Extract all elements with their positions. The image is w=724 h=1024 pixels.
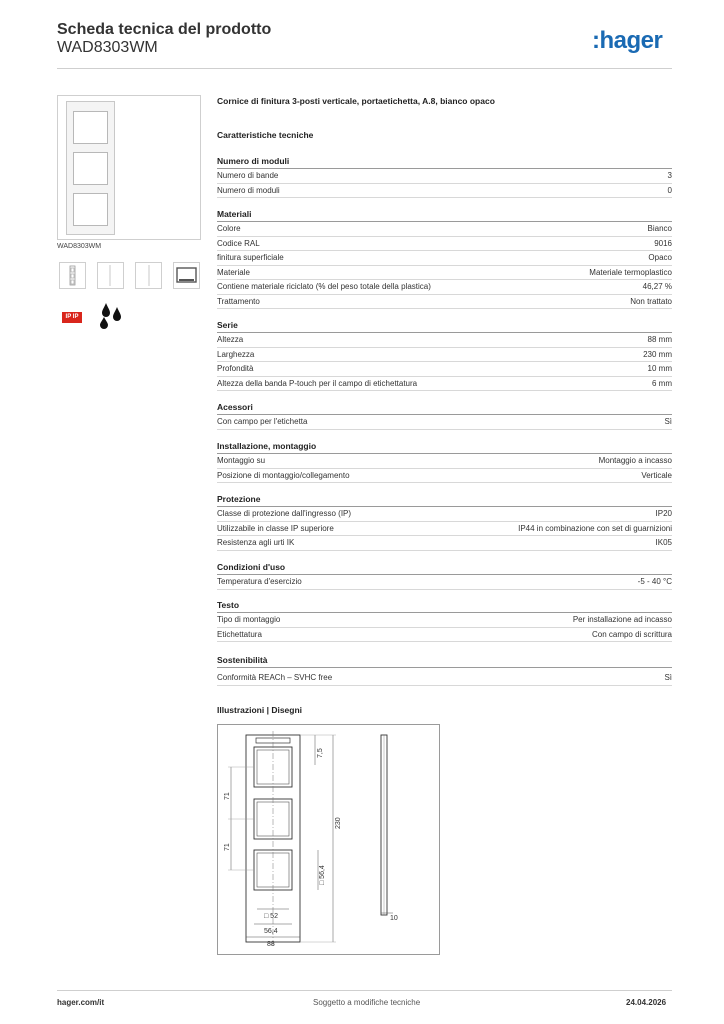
frame-window (73, 152, 108, 185)
footer-divider (57, 990, 672, 991)
spec-row (217, 362, 672, 377)
spec-row (217, 454, 672, 469)
spec-key: Colore (217, 224, 241, 233)
dim-label: 88 (267, 941, 275, 948)
section-title: Sostenibilità (217, 655, 672, 668)
spec-value: 10 mm (647, 364, 672, 373)
dim-label: □ 52 (264, 913, 278, 920)
spec-value: 3 (667, 171, 672, 180)
product-image (57, 95, 201, 240)
spec-key: Numero di moduli (217, 185, 280, 195)
header-divider (57, 68, 672, 69)
section-title: Installazione, montaggio (217, 441, 672, 454)
spec-row (217, 295, 672, 310)
spec-value: 9016 (654, 238, 672, 248)
section-title: Numero di moduli (217, 156, 672, 169)
spec-row (217, 415, 672, 430)
spec-key: Resistenza agli urti IK (217, 538, 295, 547)
spec-key: Numero di bande (217, 171, 279, 180)
dim-label: 10 (390, 915, 398, 922)
spec-row (217, 613, 672, 628)
section-title: Materiali (217, 209, 672, 222)
spec-value: Bianco (647, 224, 672, 233)
spec-key: Con campo per l'etichetta (217, 417, 308, 426)
spec-row (217, 333, 672, 348)
thumbnail-front-icon[interactable] (59, 262, 86, 289)
spec-value: Opaco (648, 253, 672, 262)
spec-row (217, 237, 672, 252)
section-title: Testo (217, 600, 672, 613)
spec-row (217, 348, 672, 363)
footer-date: 24.04.2026 (626, 998, 667, 1007)
spec-row (217, 251, 672, 266)
spec-value: 88 mm (647, 335, 672, 344)
thumbnail-profile-icon[interactable] (135, 262, 162, 289)
spec-row (217, 377, 672, 392)
spec-value: Montaggio a incasso (598, 456, 672, 465)
spec-key: Utilizzabile in classe IP superiore (217, 523, 334, 533)
specs-heading: Caratteristiche tecniche (217, 130, 314, 140)
dim-label: 230 (335, 817, 342, 829)
spec-row (217, 575, 672, 590)
spec-row (217, 522, 672, 537)
spec-value: IK05 (655, 538, 672, 547)
spec-value: 230 mm (643, 349, 672, 359)
product-image-caption: WAD8303WM (57, 243, 102, 250)
illustrations-title: Illustrazioni | Disegni (217, 705, 303, 715)
spec-value: Con campo di scrittura (591, 629, 672, 639)
spec-row (217, 169, 672, 184)
spec-key: finitura superficiale (217, 253, 284, 262)
section-title: Acessori (217, 402, 672, 415)
spec-row (217, 222, 672, 237)
spec-row (217, 469, 672, 484)
spec-key: Tipo di montaggio (217, 615, 281, 624)
spec-row (217, 266, 672, 281)
spec-key: Temperatura d'esercizio (217, 577, 302, 586)
thumbnail-side-icon[interactable] (97, 262, 124, 289)
spec-key: Larghezza (217, 349, 255, 359)
footer-note: Soggetto a modifiche tecniche (313, 998, 421, 1007)
spec-row (217, 280, 672, 295)
spec-key: Altezza della banda P-touch per il campo di etichettatura (217, 378, 418, 388)
frame-window (73, 193, 108, 226)
spec-key: Altezza (217, 335, 244, 344)
product-description: Cornice di finitura 3-posti verticale, portaetichetta, A.8, bianco opaco (217, 96, 495, 106)
spec-value: Sì (664, 417, 672, 426)
spec-row (217, 507, 672, 522)
dim-label: 71 (224, 792, 231, 800)
frame-window (73, 111, 108, 144)
hager-logo: :hager (592, 27, 663, 54)
spec-value: Sì (664, 673, 672, 682)
spec-key: Etichettatura (217, 629, 262, 639)
dim-label: 71 (224, 843, 231, 851)
spec-row (217, 184, 672, 199)
frame-picture (66, 101, 115, 235)
spec-value: Non trattato (630, 296, 672, 306)
spec-value: -5 - 40 °C (637, 577, 672, 586)
page-title: Scheda tecnica del prodotto (57, 21, 272, 38)
dim-label: 56,4 (264, 928, 278, 935)
footer-website[interactable]: hager.com/it (57, 998, 105, 1007)
spec-key: Profondità (217, 364, 254, 373)
technical-drawing (217, 724, 440, 955)
spec-value: 0 (667, 185, 672, 195)
spec-row (217, 536, 672, 551)
spec-row (217, 628, 672, 643)
spec-value: Per installazione ad incasso (572, 615, 672, 624)
spec-value: 6 mm (652, 378, 672, 388)
product-code: WAD8303WM (57, 39, 158, 56)
spec-key: Classe di protezione dall'ingresso (IP) (217, 509, 352, 518)
spec-key: Conformità REACh – SVHC free (217, 673, 333, 682)
section-title: Serie (217, 320, 672, 333)
spec-key: Contiene materiale riciclato (% del peso totale della plastica) (217, 282, 431, 291)
spec-key: Montaggio su (217, 456, 266, 465)
spec-value: IP44 in combinazione con set di guarnizioni (518, 523, 672, 533)
spec-value: IP20 (655, 509, 672, 518)
spec-value: Verticale (641, 470, 672, 480)
spec-key: Posizione di montaggio/collegamento (217, 470, 350, 480)
dim-label: □ 56,4 (319, 865, 326, 885)
spec-key: Trattamento (217, 296, 260, 306)
section-title: Condizioni d'uso (217, 562, 672, 575)
spec-row (217, 671, 672, 686)
spec-value: 46,27 % (642, 282, 672, 291)
thumbnail-monitor-icon[interactable] (173, 262, 200, 289)
ip-rating-badge: IP IP (62, 312, 82, 323)
section-title: Protezione (217, 494, 672, 507)
spec-key: Materiale (217, 267, 250, 277)
water-drops-icon (96, 300, 126, 330)
dim-label: 7,5 (317, 748, 324, 758)
spec-key: Codice RAL (217, 238, 260, 248)
spec-value: Materiale termoplastico (589, 267, 672, 277)
